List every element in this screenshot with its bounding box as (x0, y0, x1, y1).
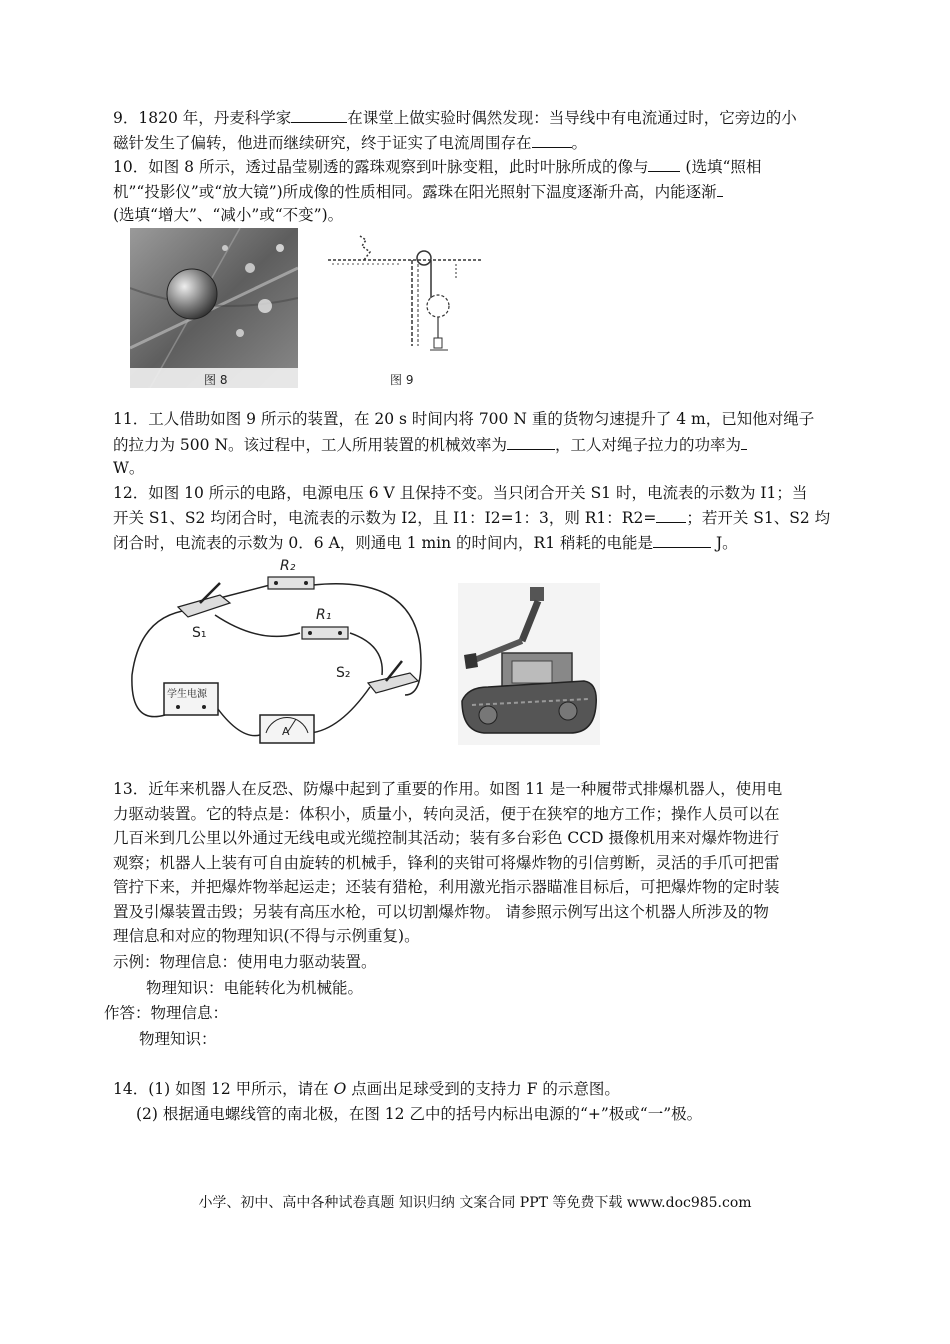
q14-line2: (2) 根据通电螺线管的南北极，在图 12 乙中的括号内标出电源的“+”极或“一”极。 (136, 1105, 703, 1123)
q13-line5: 管拧下来，并把爆炸物举起运走；还装有猎枪，利用激光指示器瞄准目标后，可把爆炸物的定时装 (113, 878, 780, 896)
q10-blank-energy[interactable] (717, 180, 723, 197)
figure-8-caption: 图 8 (204, 373, 228, 387)
q12-blank-energy[interactable] (653, 531, 711, 548)
figure-11-robot-photo (458, 583, 600, 745)
q10-line1: 10．如图 8 所示，透过晶莹剔透的露珠观察到叶脉变粗，此时叶脉所成的像与 (选填“照相 (113, 155, 761, 179)
figure-8-dewdrop-photo (130, 228, 298, 388)
q9-line1: 9．1820 年，丹麦科学家 在课堂上做实验时偶然发现：当导线中有电流通过时，它旁边的小 (113, 106, 797, 130)
q12-line3: 闭合时，电流表的示数为 0．6 A，则通电 1 min 的时间内，R1 稍耗的电能是 J。 (113, 531, 738, 555)
q9-line2: 磁针发生了偏转，他进而继续研究，终于证实了电流周围存在 。 (113, 131, 587, 155)
q11-blank-efficiency[interactable] (507, 433, 555, 450)
q13-line2: 力驱动装置。它的特点是：体积小，质量小，转向灵活，便于在狭窄的地方工作；操作人员可以在 (113, 805, 780, 823)
q13-example-info: 示例：物理信息：使用电力驱动装置。 (113, 953, 377, 971)
figure-9-caption: 图 9 (390, 373, 414, 387)
q13-line6: 置及引爆装置击毁；另装有高压水枪，可以切割爆炸物。 请参照示例写出这个机器人所涉及的物 (113, 903, 769, 921)
q10-line2: 机”“投影仪”或“放大镜”)所成像的性质相同。露珠在阳光照射下温度逐渐升高，内能逐渐 (113, 180, 723, 204)
power-supply-label: 学生电源 (167, 689, 207, 700)
q13-line7: 理信息和对应的物理知识(不得与示例重复)。 (113, 927, 420, 945)
q10-line3: (选填“增大”、“减小”或“不变”)。 (113, 206, 344, 224)
q11-line3: W。 (113, 459, 145, 477)
switch-s2-label: S₂ (336, 665, 351, 681)
q13-answer-info[interactable]: 作答：物理信息： (104, 1004, 229, 1022)
q9-blank-scientist[interactable] (291, 106, 347, 123)
q12-line1: 12．如图 10 所示的电路，电源电压 6 V 且保持不变。当只闭合开关 S1 时，电流表的示数为 I1；当 (113, 484, 808, 502)
q11-blank-power[interactable] (741, 433, 747, 450)
q11-line2: 的拉力为 500 N。该过程中，工人所用装置的机械效率为 ，工人对绳子拉力的功率为 (113, 433, 747, 457)
q13-line4: 观察；机器人上装有可自由旋转的机械手，锋利的夹钳可将爆炸物的引信剪断，灵活的手爪可把雷 (113, 854, 780, 872)
ammeter-label: A (282, 725, 290, 738)
q12-line2: 开关 S1、S2 均闭合时，电流表的示数为 I2，且 I1：I2=1：3，则 R1：R2= ；若开关 S1、S2 均 (113, 506, 830, 530)
q9-blank-field[interactable] (532, 131, 572, 148)
resistor-r1-label: R₁ (316, 607, 332, 623)
q12-blank-ratio[interactable] (656, 506, 686, 523)
switch-s1-label: S₁ (192, 625, 207, 641)
resistor-r2-label: R₂ (280, 558, 296, 574)
q11-line1: 11．工人借助如图 9 所示的装置，在 20 s 时间内将 700 N 重的货物匀速提升了 4 m，已知他对绳子 (113, 410, 815, 428)
q13-line3: 几百米到几公里以外通过无线电或光缆控制其活动；装有多台彩色 CCD 摄像机用来对爆炸物进行 (113, 829, 780, 847)
q13-line1: 13．近年来机器人在反恐、防爆中起到了重要的作用。如图 11 是一种履带式排爆机器人，使用电 (113, 780, 783, 798)
q13-example-knowledge: 物理知识：电能转化为机械能。 (146, 979, 364, 997)
q13-answer-knowledge[interactable]: 物理知识： (139, 1030, 217, 1048)
figure-9-pulley-diagram (328, 228, 488, 388)
figure-10-circuit (120, 555, 438, 750)
page-footer: 小学、初中、高中各种试卷真题 知识归纳 文案合同 PPT 等免费下载 www.doc985.com (198, 1195, 752, 1211)
q10-blank-device[interactable] (648, 155, 680, 172)
q14-line1: 14．(1) 如图 12 甲所示，请在 O 点画出足球受到的支持力 F 的示意图。 (113, 1080, 620, 1098)
